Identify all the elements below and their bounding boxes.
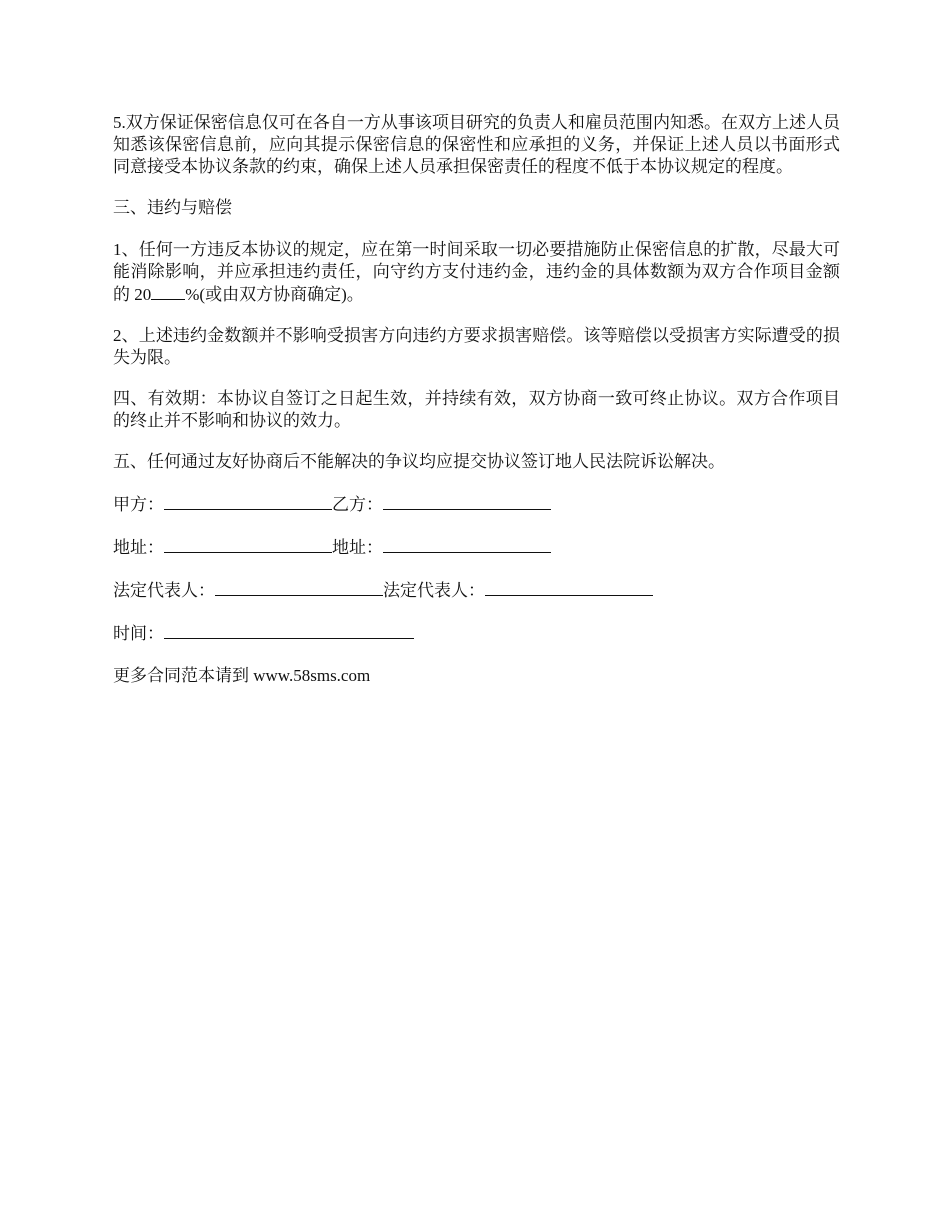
party-signature-row bbox=[113, 493, 840, 516]
rep-a-blank bbox=[215, 579, 383, 596]
section-3-item-1 bbox=[113, 239, 840, 306]
party-a-blank bbox=[164, 493, 332, 510]
address-a-blank bbox=[164, 536, 332, 553]
address-b-label: 地址： bbox=[332, 538, 383, 557]
section-3-item-2: 2、上述违约金数额并不影响受损害方向违约方要求损害赔偿。该等赔偿以受损害方实际遭受的损失为限。 bbox=[113, 326, 840, 367]
party-a-label: 甲方： bbox=[113, 495, 164, 514]
time-label: 时间： bbox=[113, 624, 164, 643]
rep-b-blank bbox=[485, 579, 653, 596]
section-3-item-1-tail: %(或由双方协商确定)。 bbox=[185, 285, 364, 304]
address-b-blank bbox=[383, 536, 551, 553]
time-blank bbox=[164, 622, 414, 639]
address-row bbox=[113, 536, 840, 559]
party-b-blank bbox=[383, 493, 551, 510]
address-a-label: 地址： bbox=[113, 538, 164, 557]
section-3-heading: 三、违约与赔偿 bbox=[113, 198, 232, 217]
section-3-item-1-text: 1、任何一方违反本协议的规定，应在第一时间采取一切必要措施防止保密信息的扩散，尽最大可能消除影响，并应承担违约责任，向守约方支付违约金，违约金的具体数额为双方合作项目金额的 20 bbox=[113, 240, 840, 304]
time-row bbox=[113, 622, 840, 645]
percentage-blank bbox=[151, 283, 185, 300]
footer-more-contracts: 更多合同范本请到 www.58sms.com bbox=[113, 666, 371, 685]
legal-representative-row bbox=[113, 579, 840, 602]
rep-a-label: 法定代表人： bbox=[113, 581, 215, 600]
section-4-validity: 四、有效期：本协议自签订之日起生效，并持续有效，双方协商一致可终止协议。双方合作项目的终止并不影响和协议的效力。 bbox=[113, 389, 840, 430]
clause-5-paragraph: 5.双方保证保密信息仅可在各自一方从事该项目研究的负责人和雇员范围内知悉。在双方上述人员知悉该保密信息前，应向其提示保密信息的保密性和应承担的义务，并保证上述人员以书面形式同意接受本协议条款的约束，确保上述人员承担保密责任的程度不低于本协议规定的程度。 bbox=[113, 113, 840, 176]
section-5-dispute: 五、任何通过友好协商后不能解决的争议均应提交协议签订地人民法院诉讼解决。 bbox=[113, 452, 725, 471]
rep-b-label: 法定代表人： bbox=[383, 581, 485, 600]
document-page bbox=[113, 112, 840, 707]
party-b-label: 乙方： bbox=[332, 495, 383, 514]
